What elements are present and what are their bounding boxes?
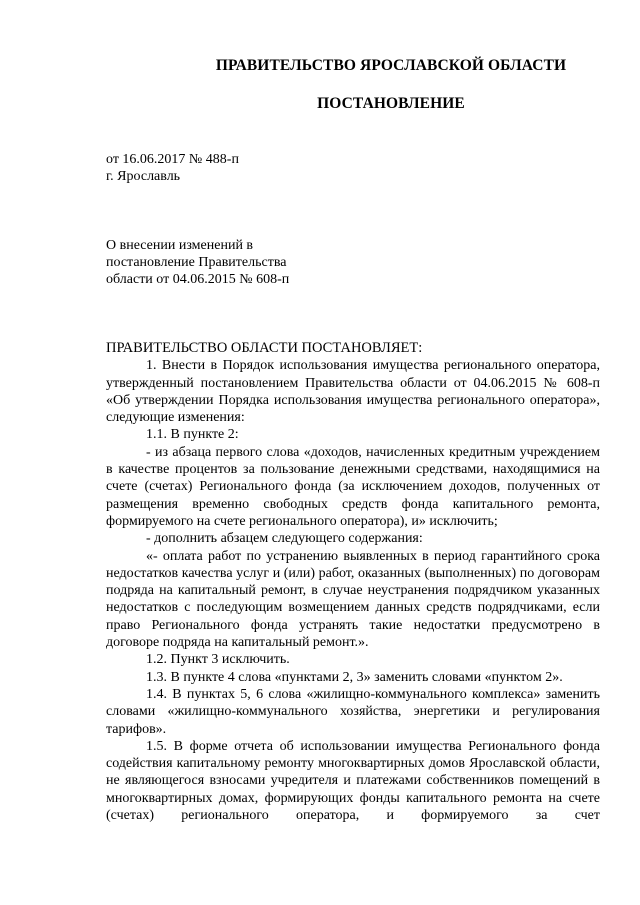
paragraph-1-2: 1.2. Пункт 3 исключить.	[146, 652, 290, 668]
paragraph-1-1-b: - дополнить абзацем следующего содержания:	[146, 531, 423, 547]
subject-line: постановление Правительства	[106, 255, 287, 271]
government-title: ПРАВИТЕЛЬСТВО ЯРОСЛАВСКОЙ ОБЛАСТИ	[215, 57, 567, 74]
paragraph-1-1-quote: «- оплата работ по устранению выявленных в период гарантийного срока недостатков качества услуг и (или) работ, оказанных (выполненных) по договорам подряда на капитальный ремонт, в случае неустранения подрядчиком указанных недостатков с последующим возмещением данных средств подрядчиками, если право Регионального фонда устранять такие недостатки предусмотрено в договоре подряда на капитальный ремонт.».	[106, 548, 600, 651]
document-date-number: от 16.06.2017 № 488-п	[106, 152, 239, 167]
subject-line: О внесении изменений в	[106, 238, 254, 253]
paragraph-1-1-a: - из абзаца первого слова «доходов, начисленных кредитным учреждением в качестве процентов за пользование денежными средствами, находящимися на счете (счетах) Регионального фонда (за исключением доходов, полученных от размещения временно свободных средств фонда капитального ремонта, формируемого на счете регионального оператора), и» исключить;	[106, 444, 600, 529]
paragraph-1-4: 1.4. В пунктах 5, 6 слова «жилищно-коммунального комплекса» заменить словами «жилищно-коммунального хозяйства, энергетики и регулирования тарифов».	[106, 686, 600, 737]
paragraph-1-1: 1.1. В пункте 2:	[146, 427, 239, 443]
subject-line: области от 04.06.2015 № 608-п	[106, 272, 290, 288]
document-subject	[106, 237, 289, 289]
resolution-intro: ПРАВИТЕЛЬСТВО ОБЛАСТИ ПОСТАНОВЛЯЕТ:	[106, 340, 423, 356]
document-body	[106, 340, 600, 824]
paragraph-1: 1. Внести в Порядок использования имущества регионального оператора, утвержденный постановлением Правительства области от 04.06.2015 № 608-п «Об утверждении Порядка использования имущества регионального оператора», следующие изменения:	[106, 358, 600, 426]
paragraph-1-3: 1.3. В пункте 4 слова «пунктами 2, 3» заменить словами «пунктом 2».	[146, 669, 563, 685]
document-type-title: ПОСТАНОВЛЕНИЕ	[317, 95, 465, 112]
paragraph-1-5: 1.5. В форме отчета об использовании имущества Регионального фонда содействия капитальному ремонту многоквартирных домов Ярославской области, не являющегося взносами учредителя и платежами собственников помещений в многоквартирных домах, формирующих фонды капитального ремонта на счете (счетах) регионального оператора, и формируемого за счет	[106, 738, 600, 824]
document-city: г. Ярославль	[106, 169, 181, 184]
